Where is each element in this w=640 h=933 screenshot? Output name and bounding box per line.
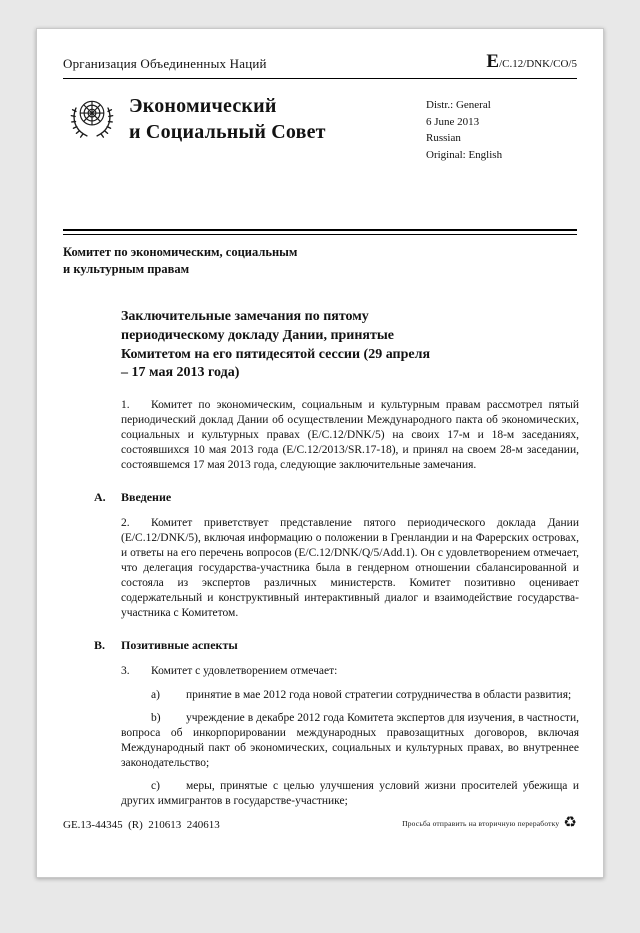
doc-reference: GE.13-44345 (R) 210613 240613 bbox=[63, 819, 220, 831]
list-item-c-label: c) bbox=[151, 780, 160, 793]
doc-symbol-letter: E bbox=[486, 51, 500, 72]
list-item-b-label: b) bbox=[151, 712, 161, 725]
document-title: Заключительные замечания по пятому периодическому докладу Дании, принятые Комитетом на его пятидесятой сессии (29 апреля – 17 мая 2013 года) bbox=[121, 308, 431, 381]
original-line: Original: English bbox=[426, 148, 503, 161]
date-line: 6 June 2013 bbox=[426, 115, 480, 128]
council-title bbox=[129, 91, 577, 145]
section-a-heading bbox=[94, 490, 579, 505]
banner bbox=[63, 91, 577, 229]
section-b-title: Позитивные аспекты bbox=[121, 638, 238, 653]
council-title-line1: Экономический bbox=[129, 95, 277, 117]
paragraph-3-text: Комитет с удовлетворением отмечает: bbox=[151, 665, 338, 678]
page-footer bbox=[63, 816, 577, 831]
recycle-note bbox=[402, 816, 577, 831]
doc-symbol bbox=[486, 51, 577, 73]
masthead bbox=[63, 51, 577, 73]
council-title-line2: и Социальный Совет bbox=[129, 121, 326, 143]
committee-line1: Комитет по экономическим, социальным bbox=[63, 245, 298, 259]
section-divider-thin bbox=[63, 234, 577, 235]
distribution-block bbox=[426, 97, 502, 163]
un-emblem-icon bbox=[65, 91, 119, 147]
committee-name bbox=[63, 244, 577, 278]
list-item-a-label: a) bbox=[151, 689, 160, 702]
paragraph-2-text: Комитет приветствует представление пятого периодического доклада Дании (E/C.12/DNK/5), включая информацию о положении в Гренландии и на Фарерских островах, и ответы на его перечень вопросов (E/C.12/DNK/Q/5/Add.1). Он с удовлетворением отмечает, что делегация государства-участника была в гендерном отношении сбалансированной и состояла из экспертов различных министерств. Комитет позитивно оценивает содержательный и конструктивный интерактивный диалог и взаимодействие государства-участника с Комитетом. bbox=[121, 517, 579, 620]
section-b-letter: B. bbox=[94, 638, 106, 653]
paragraph-3 bbox=[121, 664, 579, 679]
list-item-a-text: принятие в мае 2012 года новой стратегии сотрудничества в области развития; bbox=[186, 689, 572, 702]
document-page bbox=[36, 28, 604, 878]
paragraph-2 bbox=[121, 516, 579, 621]
paragraph-3-number: 3. bbox=[121, 665, 130, 678]
language-line: Russian bbox=[426, 132, 461, 144]
section-divider-thick bbox=[63, 229, 577, 231]
committee-line2: и культурным правам bbox=[63, 261, 190, 276]
masthead-divider bbox=[63, 78, 577, 79]
org-name: Организация Объединенных Наций bbox=[63, 56, 267, 71]
list-item-b-text: учреждение в декабре 2012 года Комитета экспертов для изучения, в частности, вопроса об инкорпорировании международных правозащитных договоров, включая Международный пакт об экономических, социальных и культурных правах, во внутреннее законодательство; bbox=[121, 712, 579, 770]
list-item-a bbox=[121, 688, 579, 703]
list-item-b bbox=[121, 711, 579, 771]
paragraph-1-number: 1. bbox=[121, 399, 130, 412]
doc-symbol-number: /C.12/DNK/CO/5 bbox=[499, 58, 577, 70]
recycle-text: Просьба отправить на вторичную переработку bbox=[402, 819, 560, 828]
distr-line: Distr.: General bbox=[426, 99, 491, 111]
recycle-icon: ♻ bbox=[563, 815, 577, 831]
list-item-c-text: меры, принятые с целью улучшения условий жизни просителей убежища и других иммигрантов в государстве-участнике; bbox=[121, 780, 579, 808]
section-a-title: Введение bbox=[121, 490, 172, 505]
section-b-heading bbox=[94, 638, 579, 653]
document-body bbox=[94, 308, 579, 810]
paragraph-1 bbox=[121, 398, 579, 473]
list-item-c bbox=[121, 779, 579, 809]
paragraph-1-text: Комитет по экономическим, социальным и культурным правам рассмотрел пятый периодический доклад Дании об осуществлении Международного пакта об экономических, социальных и культурных правах (E/C.12/DNK/5) на своих 17-м и 18-м заседаниях, состоявшихся 10 мая 2013 года (E/C.12/2013/SR.17-18), и принял на своем 28-м заседании, состоявшемся 17 мая 2013 года, следующие заключительные замечания. bbox=[121, 399, 579, 472]
section-a-letter: A. bbox=[94, 490, 106, 505]
paragraph-2-number: 2. bbox=[121, 517, 130, 530]
